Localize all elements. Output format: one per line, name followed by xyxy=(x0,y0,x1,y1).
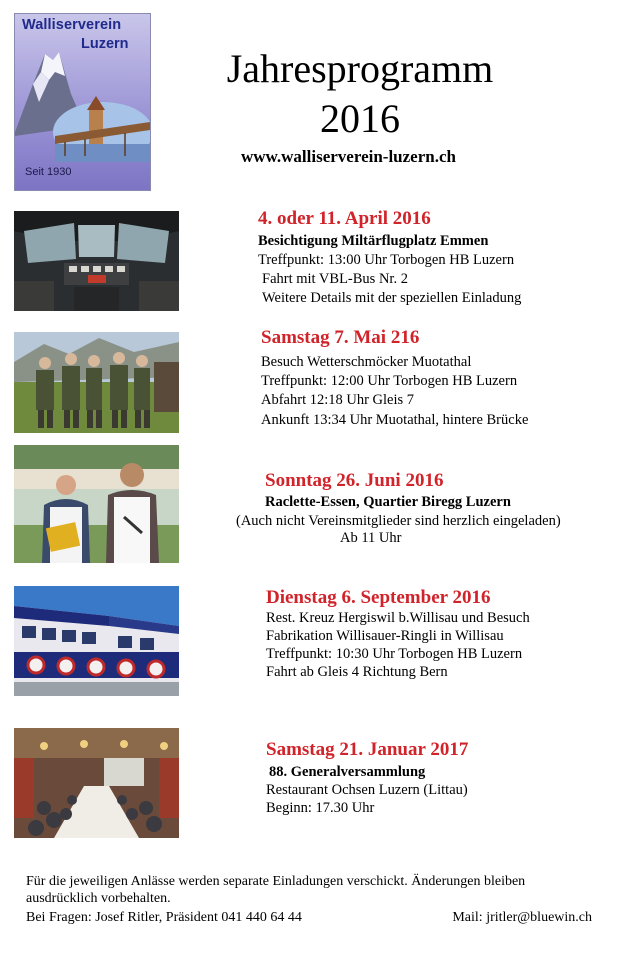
event-date: Sonntag 26. Juni 2016 xyxy=(265,470,444,491)
event-detail: Fahrt ab Gleis 4 Richtung Bern xyxy=(266,664,448,680)
event-photo-assembly xyxy=(14,728,179,838)
event-headline: Raclette-Essen, Quartier Biregg Luzern xyxy=(265,494,511,510)
logo-title-line1: Walliserverein xyxy=(22,17,122,33)
event-detail: Besuch Wetterschmöcker Muotathal xyxy=(261,354,472,370)
footer-contact: Bei Fragen: Josef Ritler, Präsident 041 440 64 44 xyxy=(26,910,302,925)
footer-notice-cont: ausdrücklich vorbehalten. xyxy=(26,891,171,906)
logo-title-line2: Luzern xyxy=(81,36,129,52)
event-detail: Restaurant Ochsen Luzern (Littau) xyxy=(266,782,468,798)
event-detail: Treffpunkt: 12:00 Uhr Torbogen HB Luzern xyxy=(261,373,518,389)
event-photo-cockpit xyxy=(14,211,179,311)
website-link[interactable]: www.walliserverein-luzern.ch xyxy=(241,147,456,166)
event-photo-factory xyxy=(14,586,179,696)
event-detail: Treffpunkt: 10:30 Uhr Torbogen HB Luzern xyxy=(266,646,523,662)
page-title-year: 2016 xyxy=(320,96,400,141)
event-detail: Abfahrt 12:18 Uhr Gleis 7 xyxy=(261,392,415,408)
event-detail: Ab 11 Uhr xyxy=(340,530,402,546)
footer-mail[interactable]: Mail: jritler@bluewin.ch xyxy=(452,910,592,925)
event-detail: Weitere Details mit der speziellen Einladung xyxy=(262,290,522,306)
event-detail: Ankunft 13:34 Uhr Muotathal, hintere Brücke xyxy=(261,412,529,428)
event-detail: Fahrt mit VBL-Bus Nr. 2 xyxy=(262,271,408,287)
event-detail: (Auch nicht Vereinsmitglieder sind herzlich eingeladen) xyxy=(236,513,561,529)
event-date: Samstag 7. Mai 216 xyxy=(261,327,420,348)
footer-notice: Für die jeweiligen Anlässe werden separate Einladungen verschickt. Änderungen bleiben xyxy=(26,874,526,889)
event-date: Dienstag 6. September 2016 xyxy=(266,587,491,608)
page-title: Jahresprogramm xyxy=(226,46,494,91)
event-detail: Treffpunkt: 13:00 Uhr Torbogen HB Luzern xyxy=(258,252,515,268)
event-detail: Beginn: 17.30 Uhr xyxy=(266,800,375,816)
event-detail: Fabrikation Willisauer-Ringli in Willisau xyxy=(266,628,504,644)
event-date: 4. oder 11. April 2016 xyxy=(258,208,431,229)
club-logo xyxy=(14,13,151,191)
event-headline: Besichtigung Miltärflugplatz Emmen xyxy=(258,233,489,249)
event-photo-raclette xyxy=(14,445,179,563)
event-detail: Rest. Kreuz Hergiswil b.Willisau und Besuch xyxy=(266,610,530,626)
event-date: Samstag 21. Januar 2017 xyxy=(266,739,469,760)
logo-since-text: Seit 1930 xyxy=(25,166,72,178)
event-photo-weather-prophets xyxy=(14,332,179,433)
event-headline: 88. Generalversammlung xyxy=(269,764,426,780)
